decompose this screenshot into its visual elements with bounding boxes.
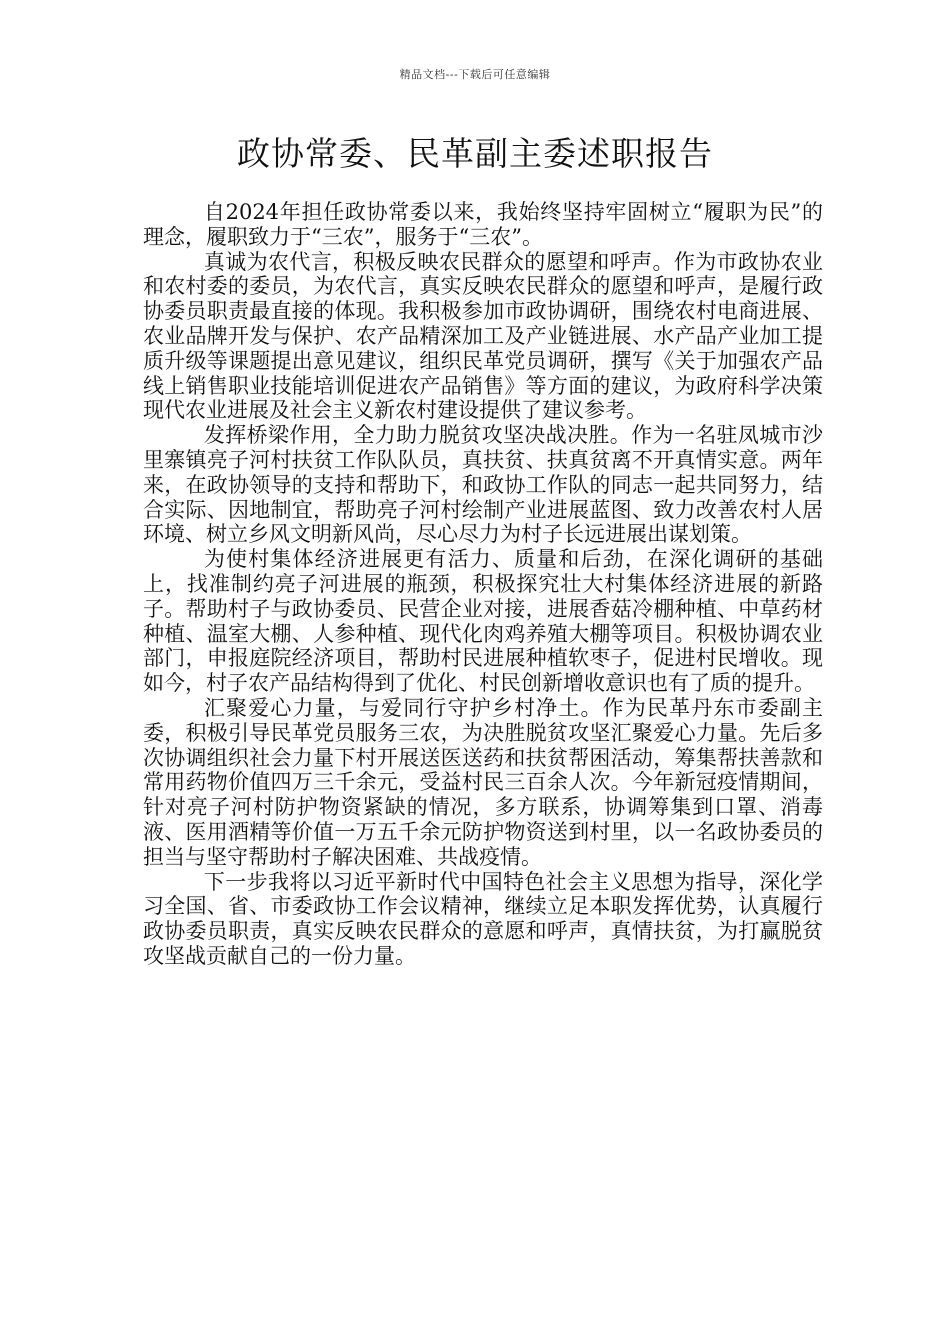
page-header: 精品文档---下载后可任意编辑: [399, 68, 551, 81]
paragraph-charity: 汇聚爱心力量，与爱同行守护乡村净土。作为民革丹东市委副主委，积极引导民革党员服务三农，为决胜脱贫攻坚汇聚爱心力量。先后多次协调组织社会力量下村开展送医送药和扶贫帮困活动，筹集帮扶善款和常用药物价值四万三千余元，受益村民三百余人次。今年新冠疫情期间，针对亮子河村防护物资紧缺的情况，多方联系，协调筹集到口罩、消毒液、医用酒精等价值一万五千余元防护物资送到村里，以一名政协委员的担当与坚守帮助村子解决困难、共战疫情。: [143, 695, 823, 869]
paragraph-poverty-alleviation: 发挥桥梁作用，全力助力脱贫攻坚决战决胜。作为一名驻凤城市沙里寨镇亮子河村扶贫工作队队员，真扶贫、扶真贫离不开真情实意。两年来，在政协领导的支持和帮助下，和政协工作队的同志一起共同努力，结合实际、因地制宜，帮助亮子河村绘制产业进展蓝图、致力改善农村人居环境、树立乡风文明新风尚，尽心尽力为村子长远进展出谋划策。: [143, 423, 823, 547]
paragraph-advocacy: 真诚为农代言，积极反映农民群众的愿望和呼声。作为市政协农业和农村委的委员，为农代言，真实反映农民群众的愿望和呼声，是履行政协委员职责最直接的体现。我积极参加市政协调研，围绕农村电商进展、农业品牌开发与保护、农产品精深加工及产业链进展、水产品产业加工提质升级等课题提出意见建议，组织民革党员调研，撰写《关于加强农产品线上销售职业技能培训促进农产品销售》等方面的建议，为政府科学决策现代农业进展及社会主义新农村建设提供了建议参考。: [143, 249, 823, 423]
document-title: 政协常委、民革副主委述职报告: [237, 134, 713, 173]
paragraph-collective-economy: 为使村集体经济进展更有活力、质量和后劲，在深化调研的基础上，找准制约亮子河进展的瓶颈，积极探究壮大村集体经济进展的新路子。帮助村子与政协委员、民营企业对接，进展香菇冷棚种植、中草药材种植、温室大棚、人参种植、现代化肉鸡养殖大棚等项目。积极协调农业部门，申报庭院经济项目，帮助村民进展种植软枣子，促进村民增收。现如今，村子农产品结构得到了优化、村民创新增收意识也有了质的提升。: [143, 547, 823, 696]
document-body: [143, 200, 823, 969]
paragraph-next-steps: 下一步我将以习近平新时代中国特色社会主义思想为指导，深化学习全国、省、市委政协工作会议精神，继续立足本职发挥优势，认真履行政协委员职责，真实反映农民群众的意愿和呼声，真情扶贫，为打赢脱贫攻坚战贡献自己的一份力量。: [143, 869, 823, 968]
paragraph-intro: 自2024年担任政协常委以来，我始终坚持牢固树立“履职为民”的理念，履职致力于“三农”，服务于“三农”。: [143, 200, 823, 249]
